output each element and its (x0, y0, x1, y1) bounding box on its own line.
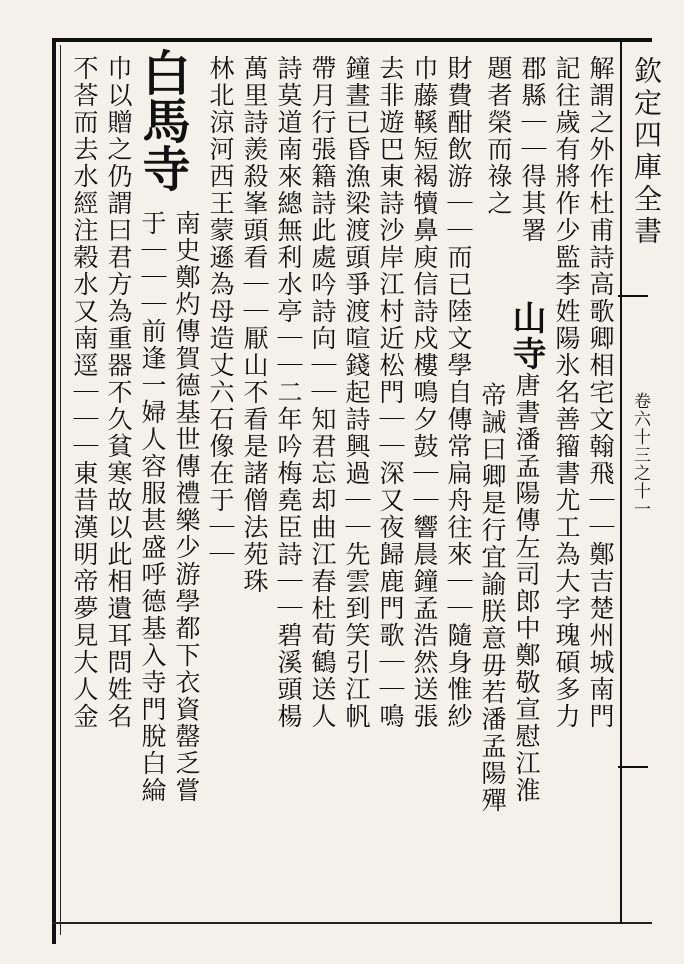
volume-label: 卷六十三之十一 (630, 392, 650, 518)
text-column-6: 帝誡曰卿是行宜諭朕意毋若潘孟陽殫 (478, 382, 507, 814)
text-column-4: 題者榮而祿之 (484, 55, 513, 217)
text-column-11: 帶月行張籍詩此處吟詩向｜｜知君忘却曲江春杜荀鶴送人 (308, 55, 337, 730)
frame-inner-border (60, 45, 61, 935)
text-column-17: 巾以贈之仍謂曰君方為重器不久貧寒故以此相遺耳問姓名 (104, 55, 133, 730)
text-column-15: 南史鄭灼傳賀德基世傳禮樂少游學都下衣資罄乏嘗 (172, 210, 201, 804)
text-column-9: 去非遊巴東詩沙岸江村近松門｜｜深又夜歸鹿門歌｜｜鳴 (376, 55, 405, 730)
margin-divider (620, 38, 622, 924)
text-column-13: 萬里詩羨殺峯頭看｜｜厭山不看是諸僧法苑珠 (240, 55, 269, 595)
section-heading-white-horse-temple: 白馬寺 (134, 48, 190, 192)
frame-left-border (52, 38, 56, 944)
margin-tick-lower (618, 766, 648, 768)
text-column-3: 郡縣｜｜得其署 (518, 55, 547, 244)
section-heading-mountain-temple: 山寺 (506, 300, 546, 372)
text-column-10: 鐘晝已昏漁梁渡頭爭渡喧錢起詩興過｜｜先雲到笑引江帆 (342, 55, 371, 730)
text-column-12: 詩莫道南來總無利水亭｜｜二年吟梅堯臣詩｜｜碧溪頭楊 (274, 55, 303, 730)
text-column-14: 林北涼河西王蒙遜為母造丈六石像在于｜｜ (206, 55, 235, 568)
text-column-16: 于｜｜｜前逢一婦人容服甚盛呼德基入寺門脫白綸 (138, 210, 167, 804)
text-column-1: 解謂之外作杜甫詩高歌卿相宅文翰飛｜｜鄭吉楚州城南門 (586, 55, 615, 730)
text-column-7: 財費酣飲游｜｜而已陸文學自傳常扁舟往來｜｜隨身惟紗 (444, 55, 473, 730)
margin-tick-upper (618, 295, 648, 297)
text-column-2: 記往歲有將作少監李姓陽氷名善籀書尤工為大字瑰碩多力 (552, 55, 581, 730)
text-column-5 (508, 300, 544, 804)
text-column-5-body: 唐書潘孟陽傳左司郎中鄭敬宣慰江淮 (512, 372, 541, 804)
text-column-8: 巾藤鞵短褐犢鼻庾信詩戍樓鳴夕鼓｜｜響晨鐘孟浩然送張 (410, 55, 439, 730)
frame-top-border (52, 38, 652, 42)
text-column-18: 不荅而去水經注榖水又南逕｜｜｜東昔漢明帝夢見大人金 (70, 55, 99, 730)
heading-white-horse-temple (134, 48, 190, 192)
book-title: 欽定四庫全書 (630, 56, 663, 248)
frame-bottom-border (52, 922, 652, 924)
